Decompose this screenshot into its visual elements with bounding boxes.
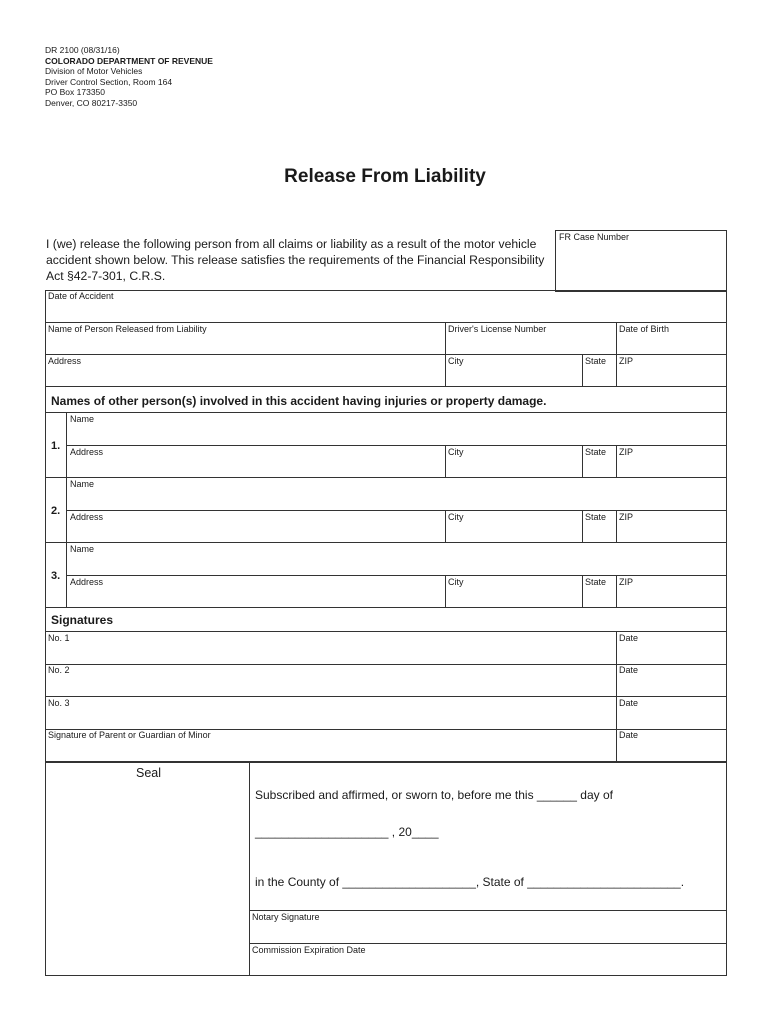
others-heading: Names of other person(s) involved in this accident having injuries or property damage. (51, 394, 547, 408)
date-of-accident-field[interactable] (45, 290, 727, 322)
signature-date-label: Date (619, 698, 639, 708)
signature-date-label: Date (619, 665, 639, 675)
person-city-label: City (448, 577, 464, 587)
person-name-label: Name (70, 544, 95, 554)
intro-text: I (we) release the following person from all claims or liability as a result of the motor vehicle accident shown below. This release satisfies the requirements of the Financial Responsibility Act §42-7-301, C.R.S. (46, 237, 545, 283)
fr-case-number-label: FR Case Number (559, 232, 630, 242)
notary-signature-label: Notary Signature (252, 912, 320, 922)
person-zip-label: ZIP (619, 512, 634, 522)
signature-date-label: Date (619, 633, 639, 643)
notary-sworn-line: Subscribed and affirmed, or sworn to, before me this ______ day of (255, 788, 613, 802)
person-number: 1. (51, 440, 61, 452)
person-city-label: City (448, 512, 464, 522)
person-number: 3. (51, 570, 61, 582)
division-name: Division of Motor Vehicles (45, 66, 143, 77)
commission-expiration-label: Commission Expiration Date (252, 945, 366, 955)
fr-case-number-field[interactable] (555, 230, 727, 292)
notary-year-line: ____________________ , 20____ (255, 825, 439, 839)
released-address-label: Address (48, 356, 82, 366)
person-name-label: Name (70, 479, 95, 489)
agency-name: COLORADO DEPARTMENT OF REVENUE (45, 55, 213, 66)
section-name: Driver Control Section, Room 164 (45, 76, 173, 87)
person-number: 2. (51, 505, 61, 517)
seal-label: Seal (136, 766, 162, 780)
person-state-label: State (585, 577, 607, 587)
person-address-label: Address (70, 577, 104, 587)
released-license-label: Driver's License Number (448, 324, 547, 334)
signatures-heading: Signatures (51, 613, 114, 627)
person-city-label: City (448, 447, 464, 457)
signature-label: Signature of Parent or Guardian of Minor (48, 730, 211, 740)
released-zip-label: ZIP (619, 356, 634, 366)
city-line: Denver, CO 80217-3350 (45, 97, 138, 108)
person-address-label: Address (70, 512, 104, 522)
released-city-label: City (448, 356, 464, 366)
person-state-label: State (585, 512, 607, 522)
person-zip-label: ZIP (619, 577, 634, 587)
po-box: PO Box 173350 (45, 87, 106, 98)
person-state-label: State (585, 447, 607, 457)
notary-county-line: in the County of ____________________, State of _______________________. (255, 875, 685, 889)
person-address-label: Address (70, 447, 104, 457)
person-zip-label: ZIP (619, 447, 634, 457)
signature-label: No. 3 (48, 698, 70, 708)
signature-date-label: Date (619, 730, 639, 740)
released-state-label: State (585, 356, 607, 366)
form-id: DR 2100 (08/31/16) (45, 45, 120, 55)
released-dob-label: Date of Birth (619, 324, 670, 334)
page-title: Release From Liability (284, 166, 486, 187)
agency-header (45, 45, 213, 109)
released-name-label: Name of Person Released from Liability (48, 324, 207, 334)
person-name-label: Name (70, 414, 95, 424)
date-of-accident-label: Date of Accident (48, 291, 114, 301)
signature-label: No. 1 (48, 633, 70, 643)
signature-label: No. 2 (48, 665, 70, 675)
